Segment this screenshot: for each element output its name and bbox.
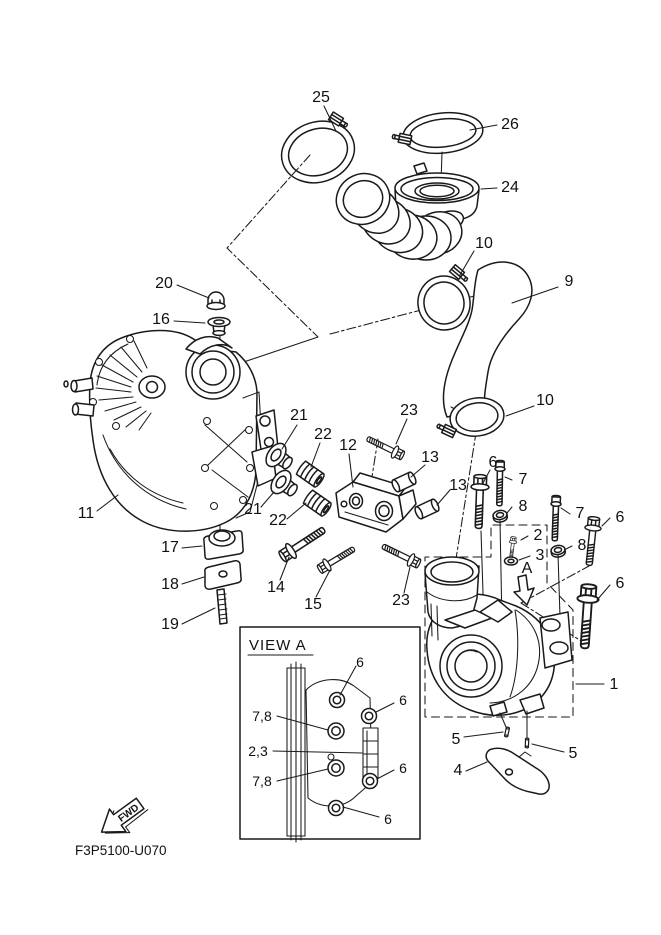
- view-a-title: VIEW A: [249, 637, 307, 654]
- view-callout-7-8-upper: 7,8: [252, 708, 272, 724]
- bolt-6-a: [470, 474, 490, 528]
- callout-5-left: 5: [451, 731, 461, 748]
- bolt-23-upper: [364, 433, 406, 462]
- grommet-16: [208, 318, 230, 336]
- callout-6-b: 6: [615, 509, 625, 526]
- callout-4: 4: [453, 762, 463, 779]
- stud-bolt-19: [217, 589, 227, 624]
- callout-6-a: 6: [488, 454, 498, 471]
- hose-clamp-10-upper: [413, 265, 475, 335]
- callout-26: 26: [501, 116, 519, 133]
- view-direction-arrow: [514, 575, 534, 605]
- fwd-label: FWD: [116, 802, 142, 825]
- callout-16: 16: [152, 311, 170, 328]
- callout-7-b: 7: [575, 505, 585, 522]
- callout-20: 20: [155, 275, 173, 292]
- view-callout-6-right-lower: 6: [399, 760, 407, 776]
- callout-7-a: 7: [518, 471, 528, 488]
- callout-2: 2: [533, 527, 543, 544]
- callout-22-upper: 22: [314, 426, 332, 443]
- callout-15: 15: [304, 596, 322, 613]
- callout-1: 1: [609, 676, 619, 693]
- callout-6-c: 6: [615, 575, 625, 592]
- spacer-22-lower: [303, 490, 333, 518]
- view-callout-6-top: 6: [356, 654, 364, 670]
- callout-5-right: 5: [568, 745, 578, 762]
- bolt-15: [315, 543, 357, 576]
- callout-12: 12: [339, 437, 357, 454]
- callout-23-lower: 23: [392, 592, 410, 609]
- callout-14: 14: [267, 579, 285, 596]
- callout-21-upper: 21: [290, 407, 308, 424]
- callout-23-upper: 23: [400, 402, 418, 419]
- view-callout-2-3: 2,3: [248, 743, 268, 759]
- gasket-4: [486, 748, 549, 794]
- callout-25: 25: [312, 89, 330, 106]
- view-ref-letter: A: [521, 560, 533, 577]
- dowel-pin-5-right: [525, 738, 529, 748]
- callout-11: 11: [77, 505, 95, 522]
- callout-9: 9: [564, 273, 574, 290]
- callout-19: 19: [161, 616, 179, 633]
- callout-8-a: 8: [518, 498, 528, 515]
- callout-17: 17: [161, 539, 179, 556]
- callout-10-lower: 10: [536, 392, 554, 409]
- callout-21-lower: 21: [244, 501, 262, 518]
- washer-3: [505, 557, 518, 565]
- callout-10-upper: 10: [475, 235, 493, 252]
- callout-13-lower: 13: [449, 477, 467, 494]
- view-callout-6-right-upper: 6: [399, 692, 407, 708]
- hose-clamp-26: [392, 109, 485, 183]
- callout-8-b: 8: [577, 537, 587, 554]
- callout-22-lower: 22: [269, 512, 287, 529]
- dowel-pin-5-left: [504, 727, 509, 737]
- callout-24: 24: [501, 179, 519, 196]
- view-callout-6-bottom: 6: [384, 811, 392, 827]
- view-callout-7-8-lower: 7,8: [252, 773, 272, 789]
- view-a-inset: [240, 627, 420, 842]
- damper-13-lower: [414, 498, 441, 520]
- shim-plate-18: [205, 561, 241, 589]
- callout-13-upper: 13: [421, 449, 439, 466]
- bolt-23-lower: [380, 540, 423, 570]
- cap-nut-20: [207, 292, 225, 310]
- callout-18: 18: [161, 576, 179, 593]
- callout-3: 3: [535, 547, 545, 564]
- mount-damper-17: [204, 530, 243, 559]
- diagram-code: F3P5100-U070: [75, 843, 167, 858]
- stud-7-b: [550, 495, 562, 541]
- spacer-22-upper: [296, 461, 326, 489]
- supercharger-unit-1: [425, 557, 572, 738]
- fwd-direction-arrow: [93, 791, 152, 846]
- view-a-drawing: [273, 662, 394, 842]
